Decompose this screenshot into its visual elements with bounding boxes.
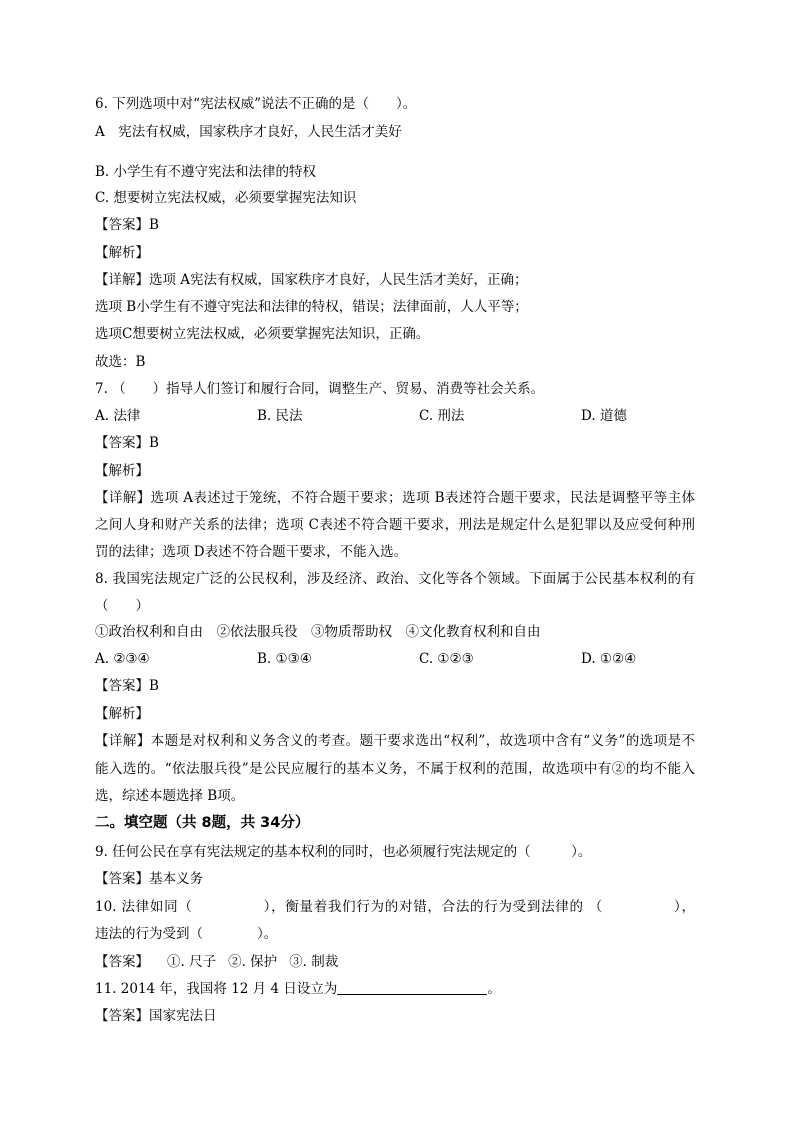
q6-option-c: C. 想要树立宪法权威，必须要掌握宪法知识	[95, 190, 357, 206]
q7-options	[95, 407, 695, 425]
q11-stem	[95, 980, 501, 998]
q11-blank	[337, 980, 487, 995]
q9-stem: 9. 任何公民在享有宪法规定的基本权利的同时，也必须履行宪法规定的（ ）。	[95, 844, 592, 860]
q8-items: ①政治权利和自由 ②依法服兵役 ③物质帮助权 ④文化教育权利和自由	[95, 624, 541, 640]
q9-answer-value: 基本义务	[149, 871, 203, 887]
q8-analysis-label: 【解析】	[95, 706, 149, 722]
q11-answer-label: 【答案】	[95, 1008, 149, 1024]
q6-option-a: A 宪法有权威，国家秩序才良好，人民生活才美好	[95, 124, 402, 140]
q8-stem-line: 8. 我国宪法规定广泛的公民权利，涉及经济、政治、文化等各个领域。下面属于公民基本权利的有	[95, 571, 695, 587]
q7-option-a: A. 法律	[95, 408, 141, 424]
q8-detail-line: 能入选的。“依法服兵役”是公民应履行的基本义务，不属于权利的范围，故选项中有②的均不能入	[95, 761, 695, 777]
q10-answer-value: ②. 保护	[228, 954, 278, 970]
q11-answer-value: 国家宪法日	[149, 1008, 217, 1024]
q9-answer	[95, 870, 203, 888]
q6-option-b: B. 小学生有不遵守宪法和法律的特权	[95, 164, 317, 180]
q11-stem-end: 。	[487, 981, 501, 997]
q6-answer: 【答案】B	[95, 217, 159, 233]
q8-answer: 【答案】B	[95, 678, 159, 694]
q7-detail-line: 罚的法律；选项 D表述不符合题干要求，不能入选。	[95, 544, 408, 560]
q7-option-c: C. 刑法	[419, 408, 465, 424]
q8-options	[95, 650, 695, 668]
q7-detail-line: 之间人身和财产关系的法律；选项 C表述不符合题干要求，刑法是规定什么是犯罪以及应受何种刑	[95, 517, 695, 533]
q8-detail-line: 【详解】本题是对权利和义务含义的考查。题干要求选出“权利”，故选项中含有“义务”的选项是不	[95, 733, 695, 749]
section-heading: 二。填空题（共 8题，共 34分）	[95, 815, 310, 831]
q8-option-a: A. ②③④	[95, 651, 150, 667]
q6-analysis-label: 【解析】	[95, 245, 149, 261]
q10-answer-value: ③. 制裁	[289, 954, 339, 970]
q10-answer-label: 【答案】	[95, 954, 149, 970]
q6-detail-line: 选项C想要树立宪法权威，必须要掌握宪法知识，正确。	[95, 326, 430, 342]
q7-stem: 7. （ ）指导人们签订和履行合同，调整生产、贸易、消费等社会关系。	[95, 381, 545, 397]
q10-stem-line: 10. 法律如同（ ），衡量着我们行为的对错，合法的行为受到法律的 （ ），	[95, 899, 695, 915]
q6-conclusion: 故选：B	[95, 354, 146, 370]
q8-option-c: C. ①②③	[419, 651, 474, 667]
q7-option-b: B. 民法	[257, 408, 303, 424]
q7-detail-line: 【详解】选项 A表述过于笼统，不符合题干要求；选项 B表述符合题干要求，民法是调整平等主体	[95, 490, 695, 506]
q8-stem-line: （ ）	[95, 598, 149, 614]
q10-answer-value: ①. 尺子	[167, 954, 217, 970]
q10-answer	[95, 953, 338, 971]
q8-detail-line: 选，综述本题选择 B项。	[95, 788, 245, 804]
q7-analysis-label: 【解析】	[95, 463, 149, 479]
q7-option-d: D. 道德	[581, 408, 627, 424]
q6-detail-line: 【详解】选项 A宪法有权威，国家秩序才良好，人民生活才美好，正确；	[95, 272, 528, 288]
q11-answer	[95, 1007, 217, 1025]
q11-stem-text: 11. 2014 年，我国将 12 月 4 日设立为	[95, 981, 338, 997]
q8-option-d: D. ①②④	[581, 651, 637, 667]
q7-answer: 【答案】B	[95, 435, 159, 451]
q10-stem-line: 违法的行为受到（ ）。	[95, 926, 278, 942]
q6-detail-line: 选项 B小学生有不遵守宪法和法律的特权，错误；法律面前，人人平等；	[95, 299, 528, 315]
q9-answer-label: 【答案】	[95, 871, 149, 887]
q6-stem: 6. 下列选项中对“宪法权威”说法不正确的是（ ）。	[95, 96, 417, 112]
q8-option-b: B. ①③④	[257, 651, 312, 667]
